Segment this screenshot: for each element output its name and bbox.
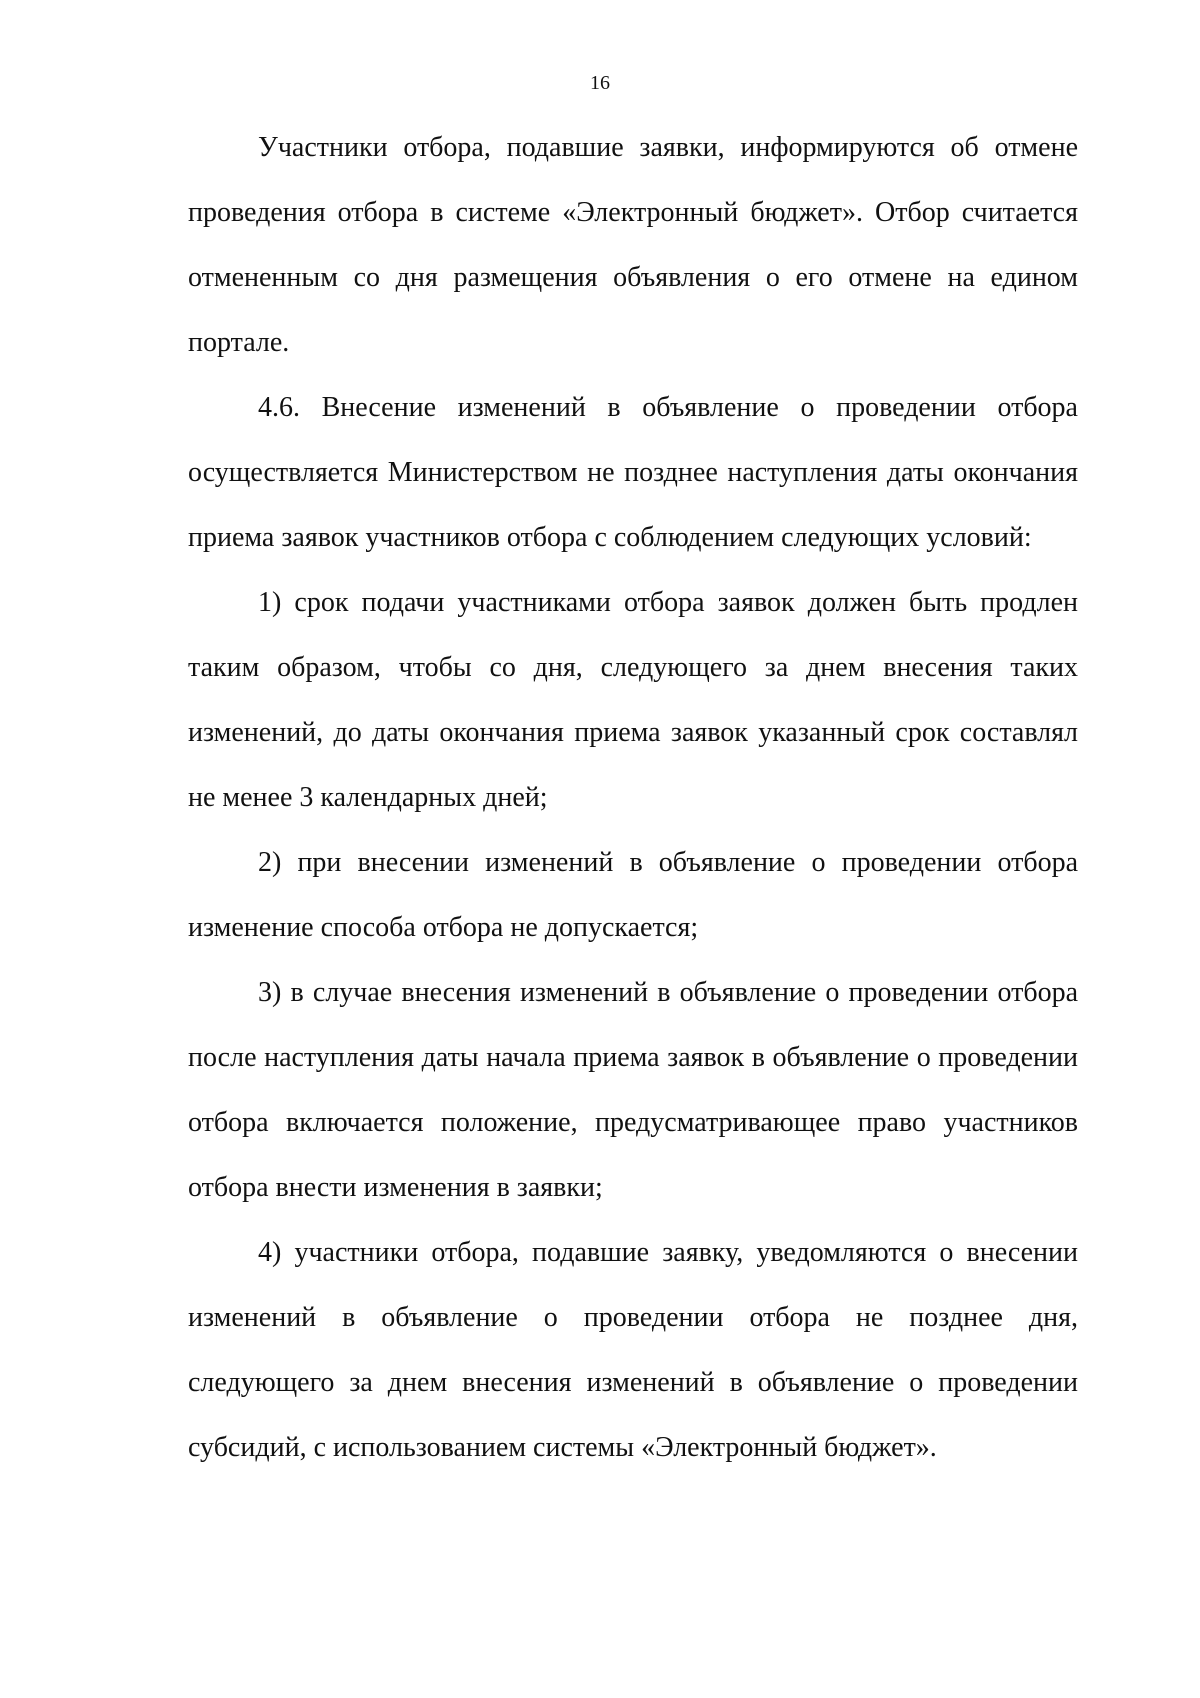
paragraph-condition-2: 2) при внесении изменений в объявление о проведении отбора изменение способа отбора не допускается; — [188, 847, 1078, 943]
paragraph-condition-3: 3) в случае внесения изменений в объявление о проведении отбора после наступления даты начала приема заявок в объявление о проведении отбора включается положение, предусматривающее право участников отбора внести изменения в заявки; — [188, 977, 1078, 1203]
paragraph-cancellation-notice: Участники отбора, подавшие заявки, информируются об отмене проведения отбора в системе «Электронный бюджет». Отбор считается отмененным со дня размещения объявления о его отмене на едином портале. — [188, 132, 1078, 358]
paragraph-condition-4: 4) участники отбора, подавшие заявку, уведомляются о внесении изменений в объявление о проведении отбора не позднее дня, следующего за днем внесения изменений в объявление о проведении субсидий, с использованием системы «Электронный бюджет». — [188, 1237, 1078, 1463]
page-number: 16 — [590, 72, 610, 94]
document-body — [188, 115, 1078, 1480]
paragraph-4-6: 4.6. Внесение изменений в объявление о проведении отбора осуществляется Министерством не позднее наступления даты окончания приема заявок участников отбора с соблюдением следующих условий: — [188, 392, 1078, 553]
paragraph-condition-1: 1) срок подачи участниками отбора заявок должен быть продлен таким образом, чтобы со дня, следующего за днем внесения таких изменений, до даты окончания приема заявок указанный срок составлял не менее 3 календарных дней; — [188, 587, 1078, 813]
